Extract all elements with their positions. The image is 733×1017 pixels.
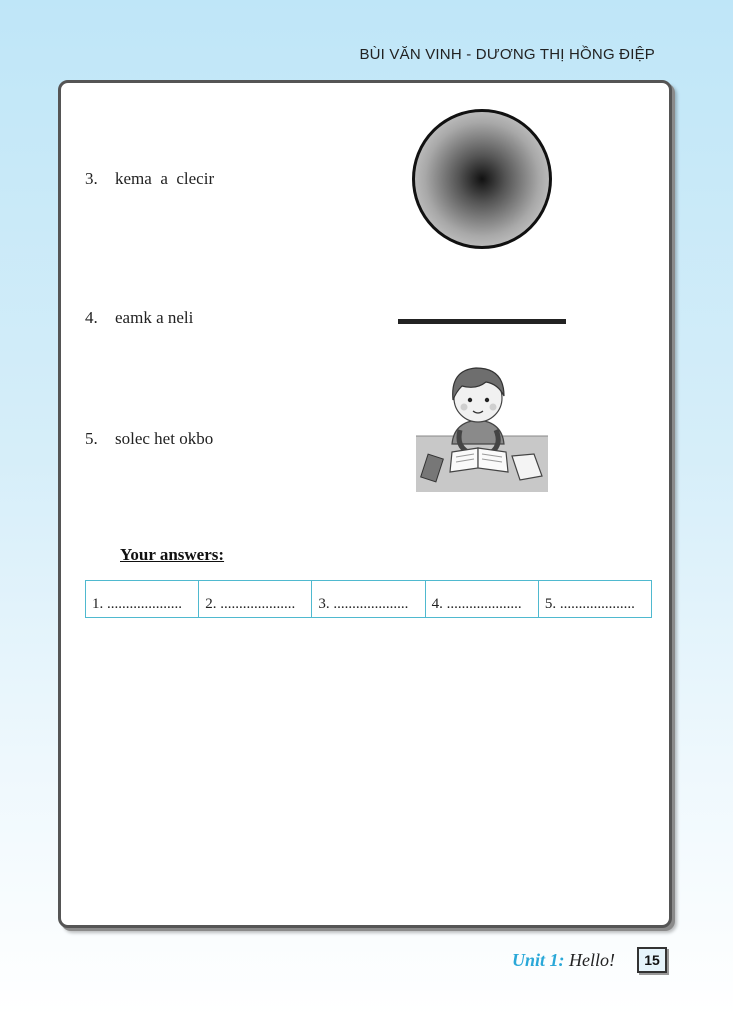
unit-label: Unit 1: — [512, 950, 565, 970]
boy-studying-picture — [416, 360, 548, 492]
item-text: kema a clecir — [115, 169, 215, 188]
line-picture — [398, 319, 566, 324]
answer-cell-5[interactable]: 5. .................... — [544, 596, 635, 612]
answer-table — [85, 580, 652, 618]
answer-cell-1[interactable]: 1. .................... — [86, 581, 199, 617]
answer-cell-4[interactable]: 4. .................... — [426, 581, 539, 617]
item-text: eamk a neli — [115, 308, 194, 327]
answer-cell-3[interactable]: 3. .................... — [312, 581, 425, 617]
footer-unit-title — [512, 950, 615, 971]
unit-title: Hello! — [569, 950, 615, 970]
answers-label: Your answers: — [120, 545, 225, 564]
item-number: 4. — [85, 308, 98, 327]
item-number: 5. — [85, 429, 98, 448]
exercise-card — [58, 80, 672, 928]
answer-cell-2[interactable]: 2. .................... — [199, 581, 312, 617]
exercise-item-4 — [85, 308, 193, 328]
circle-picture — [412, 109, 552, 249]
page-header-authors: BÙI VĂN VINH - DƯƠNG THỊ HỒNG ĐIỆP — [359, 46, 655, 63]
exercise-item-3 — [85, 169, 214, 189]
item-number: 3. — [85, 169, 98, 188]
exercise-item-5 — [85, 429, 213, 449]
page-number: 15 — [637, 947, 667, 973]
item-text: solec het okbo — [115, 429, 214, 448]
